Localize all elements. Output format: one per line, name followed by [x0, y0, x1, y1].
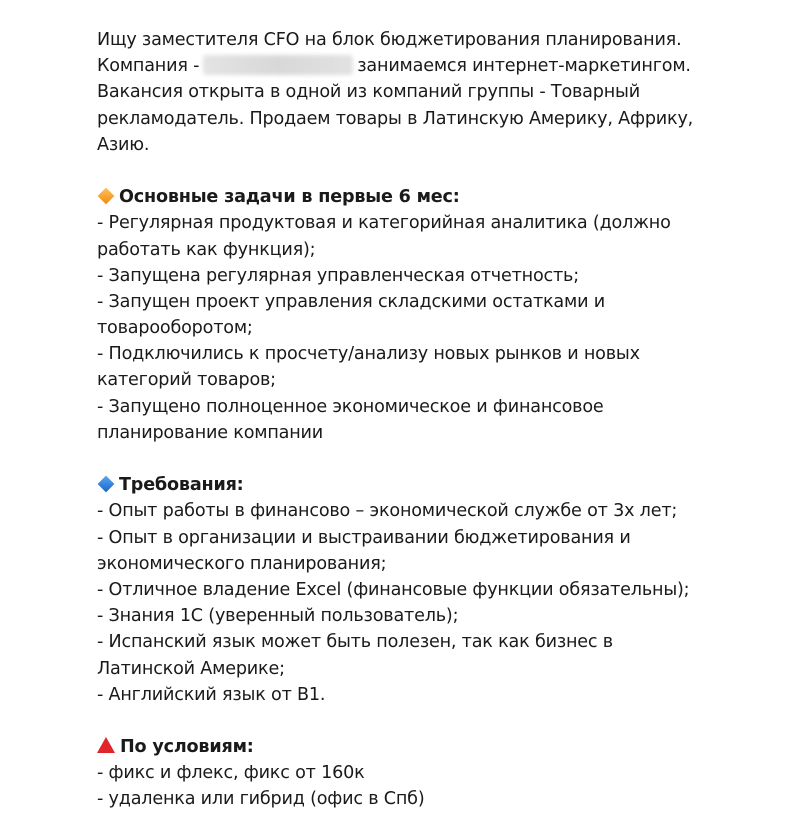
list-item: - Опыт работы в финансово – экономической службе от 3х лет;	[97, 501, 678, 522]
intro-line: Вакансия открыта в одной из компаний группы - Товарный	[97, 82, 640, 103]
requirements-heading-text: Требования:	[119, 475, 244, 496]
requirements-heading	[97, 472, 693, 498]
conditions-heading-text: По условиям:	[120, 737, 254, 758]
conditions-heading	[97, 734, 693, 760]
list-item: экономического планирования;	[97, 553, 387, 574]
blurred-company-name	[203, 55, 353, 75]
tasks-list	[97, 210, 693, 446]
list-item: - Опыт в организации и выстраивании бюджетирования и	[97, 527, 631, 548]
list-item: - Регулярная продуктовая и категорийная аналитика (должно	[97, 213, 671, 234]
list-item: работать как функция);	[97, 239, 316, 260]
list-item: планирование компании	[97, 422, 324, 443]
requirements-list	[97, 498, 693, 708]
company-desc: занимаемся интернет-маркетингом.	[357, 56, 691, 77]
company-label: Компания -	[97, 56, 200, 77]
list-item: - Запущена регулярная управленческая отчетность;	[97, 265, 579, 286]
list-item: - фикс и флекс, фикс от 160к	[97, 763, 365, 784]
intro-line: рекламодатель. Продаем товары в Латинскую Америку, Африку,	[97, 108, 694, 129]
list-item: - Отличное владение Excel (финансовые функции обязательны);	[97, 579, 690, 600]
list-item: - Запущено полноценное экономическое и финансовое	[97, 396, 604, 417]
list-item: - Подключились к просчету/анализу новых рынков и новых	[97, 344, 640, 365]
list-item: - Испанский язык может быть полезен, так как бизнес в	[97, 632, 613, 653]
conditions-list	[97, 760, 693, 812]
list-item: Латинской Америке;	[97, 658, 285, 679]
red-triangle-icon	[97, 737, 115, 753]
orange-diamond-icon	[98, 188, 115, 205]
blue-diamond-icon	[98, 476, 115, 493]
list-item: - удаленка или гибрид (офис в Спб)	[97, 789, 425, 810]
list-item: - Запущен проект управления складскими остатками и	[97, 291, 605, 312]
tasks-heading	[97, 184, 693, 210]
job-post	[97, 27, 693, 813]
list-item: товарооборотом;	[97, 318, 253, 339]
tasks-heading-text: Основные задачи в первые 6 мес:	[119, 187, 460, 208]
intro-line-company	[97, 53, 693, 79]
list-item: - Знания 1С (уверенный пользователь);	[97, 606, 459, 627]
list-item: - Английский язык от B1.	[97, 684, 326, 705]
intro-line: Азию.	[97, 134, 150, 155]
list-item: категорий товаров;	[97, 370, 276, 391]
intro-line: Ищу заместителя CFO на блок бюджетирования планирования.	[97, 30, 682, 50]
